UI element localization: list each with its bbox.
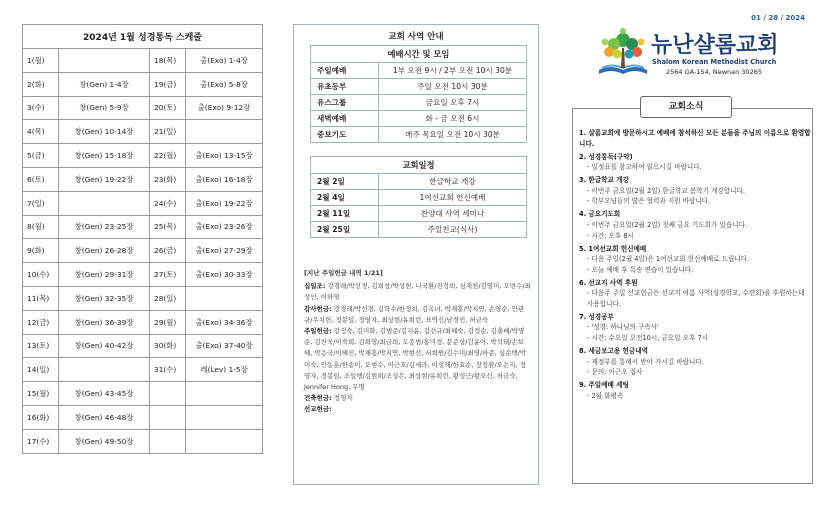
schedule-day: 29(월) [150,310,186,334]
offering-label: 감사헌금: [304,304,332,313]
schedule-reading: 창(Gen) 29-31장 [59,263,150,287]
schedule-row [23,49,263,73]
worship-table-title: 예배시간 및 모임 [311,46,527,63]
church-ministry-panel [293,24,539,485]
schedule-reading [59,49,150,73]
offering-item [304,393,532,404]
schedule-row [23,263,263,287]
schedule-title: 2024년 1월 성경통독 스케줄 [23,25,263,49]
worship-name: 주일예배 [311,63,379,79]
schedule-reading: 창(Gen) 36-39장 [59,310,150,334]
schedule-row [23,334,263,358]
schedule-reading: 출(Exo) 30-33장 [186,263,263,287]
news-item-title: 2. 성경통독(구약) [579,152,633,161]
news-item-detail: - 이번주 금요일(2월 2일) 한글학교 봄학기 개강합니다. [587,186,745,195]
offering-names: 강정숙, 김미화, 김범준/김지윤, 김선규/최혜숙, 김정순, 김충배/박명순, 김찬욱/이숙희, 김희영/최금희, 도종범/홍미경, 문준상/김윤아, 박석태/손보혜, 박응국/이혜진, 박재홍/박지연, 박현선, 서희원/김수미/최영/하준, 심순택/박미숙, 안동훈/한송이, 오범수, 이근호/김세라, 이성재/한효순, 장정환/오은지, 정영자, 정봉임, 조일행/김현희/조성은, 최상현/유희린, 황성근/황오신, 허금숙, Jennifer Hong, 무명 [304,327,527,392]
table-row [311,79,527,95]
offering-item [304,281,532,303]
news-item-title: 9. 주일예배 세팅 [579,381,629,390]
schedule-row [23,96,263,120]
table-row [311,127,527,143]
event-date: 2월 25일 [311,222,379,238]
schedule-day: 16(화) [23,405,59,429]
event-name: 찬양대 사역 세미나 [379,206,527,222]
news-item-detail: - 다음 주일(2월 4일)은 1여선교회 헌신예배로 드립니다. [587,255,750,264]
news-item-title: 4. 금요기도회 [579,210,621,219]
schedule-reading: 출(Exo) 5-8장 [186,72,263,96]
worship-time: 주일 오전 10시 30분 [379,79,527,95]
schedule-day: 15(월) [23,382,59,406]
offering-names: 정영자 [331,394,353,403]
worship-time: 1부 오전 9시 / 2부 오전 10시 30분 [379,63,527,79]
schedule-row [23,286,263,310]
schedule-day: 24(수) [150,191,186,215]
worship-name: 유초등부 [311,79,379,95]
event-name: 주일친교(식사) [379,222,527,238]
schedule-day: 1(월) [23,49,59,73]
news-item [579,128,811,149]
event-date: 2월 4일 [311,190,379,206]
schedule-day: 4(목) [23,120,59,144]
news-item [579,209,811,241]
worship-time: 화 - 금 오전 6시 [379,111,527,127]
news-item [579,244,811,276]
schedule-reading: 출(Exo) 19-22장 [186,191,263,215]
schedule-reading [186,286,263,310]
worship-time: 매주 목요일 오전 10시 30분 [379,127,527,143]
news-item-detail: - 이번주 금요일(2월 2일) 첫째 금요 기도회가 있습니다. [587,220,748,229]
schedule-day: 20(토) [150,96,186,120]
schedule-reading: 출(Exo) 13-15장 [186,144,263,168]
schedule-reading [186,429,263,453]
church-events-table [310,156,527,238]
schedule-day: 26(금) [150,239,186,263]
news-item-detail: - 일정표를 참고하여 읽으시길 바랍니다. [587,163,702,172]
news-item-detail: - 시간: 수요일 오전10시, 금요일 오후 7시 [587,334,709,343]
news-item-detail: - 재정부를 통해서 받아 가시길 바랍니다. [587,357,704,366]
schedule-day: 7(일) [23,191,59,215]
news-item-detail: - 다음주 주일 선교헌금은 선교지 여름 사역(성경학교, 수련회)을 후원하는데 사용합니다. [587,289,805,308]
schedule-reading: 창(Gen) 23-25장 [59,215,150,239]
schedule-day: 22(월) [150,144,186,168]
schedule-reading: 출(Exo) 34-36장 [186,310,263,334]
offering-item [304,326,532,393]
offering-names: 강경래/박선경, 김학수/한정희, 김옥녀, 박재홍/박지연, 손영순, 안관규/우치헌, 정봉임, 정영자, 최상현/유희린, 표역신/남경민, 허금숙 [304,304,525,324]
news-item [579,346,811,378]
schedule-day [150,429,186,453]
schedule-day: 25(목) [150,215,186,239]
schedule-day: 17(수) [23,429,59,453]
schedule-row [23,191,263,215]
church-news-title: 교회소식 [640,96,732,118]
offering-header: [지난 주일헌금 내역 1/21] [304,269,383,277]
schedule-reading: 창(Gen) 5-9장 [59,96,150,120]
church-address: 2564 GA-154, Newnan 30265 [666,68,762,76]
schedule-row [23,120,263,144]
church-name: 뉴난샬롬교회 [651,33,779,58]
schedule-reading [59,358,150,382]
schedule-row [23,72,263,96]
news-item-detail: - 2월 화평속 [587,391,624,400]
schedule-reading: 창(Gen) 49-50장 [59,429,150,453]
news-item-title: 5. 1여선교회 헌신예배 [579,244,647,253]
schedule-reading: 창(Gen) 10-14장 [59,120,150,144]
schedule-reading [186,120,263,144]
schedule-reading: 창(Gen) 1-4장 [59,72,150,96]
schedule-row [23,358,263,382]
schedule-reading [186,382,263,406]
church-news-list [579,128,811,404]
schedule-row [23,429,263,453]
schedule-day: 8(월) [23,215,59,239]
ministry-title: 교회 사역 안내 [388,32,444,42]
schedule-day: 21(일) [150,120,186,144]
schedule-row [23,382,263,406]
news-item [579,152,811,173]
schedule-day [150,382,186,406]
news-item-detail: - 학부모님들의 많은 협력과 지원 바랍니다. [587,197,711,206]
worship-name: 중보기도 [311,127,379,143]
worship-times-table [310,45,527,143]
table-row [311,206,527,222]
offering-label: 주일헌금: [304,327,332,336]
worship-name: 새벽예배 [311,111,379,127]
offering-item [304,304,532,326]
news-item-detail: - 문의: 이근오 집사 [587,368,643,377]
event-date: 2월 2일 [311,174,379,190]
offering-names: 강경래/박선경, 김희창/박성현, 나국환/진정희, 심재천/김영미, 오면수/최성인, 이하영 [304,282,531,302]
schedule-day: 3(수) [23,96,59,120]
schedule-reading: 출(Exo) 9-12장 [186,96,263,120]
table-row [311,95,527,111]
schedule-day: 11(목) [23,286,59,310]
offering-label: 십일조: [304,282,326,291]
schedule-reading: 창(Gen) 19-22장 [59,167,150,191]
schedule-reading: 창(Gen) 43-45장 [59,382,150,406]
schedule-reading: 출(Exo) 27-29장 [186,239,263,263]
bible-reading-schedule [22,24,263,454]
offering-item [304,404,532,415]
table-row [311,222,527,238]
schedule-day: 30(화) [150,334,186,358]
schedule-day: 23(화) [150,167,186,191]
schedule-day: 18(목) [150,49,186,73]
schedule-day [150,405,186,429]
event-date: 2월 11일 [311,206,379,222]
worship-time: 금요일 오후 7시 [379,95,527,111]
schedule-reading [59,191,150,215]
schedule-reading: 출(Exo) 16-18장 [186,167,263,191]
offering-list [304,268,532,416]
schedule-day: 19(금) [150,72,186,96]
news-item-title: 3. 한글학교 개강 [579,176,629,185]
schedule-day: 27(토) [150,263,186,287]
worship-name: 유스그룹 [311,95,379,111]
church-logo-icon [593,26,653,80]
schedule-day: 10(수) [23,263,59,287]
schedule-day: 31(수) [150,358,186,382]
bulletin-date: 01 / 28 / 2024 [751,14,805,22]
schedule-day: 9(화) [23,239,59,263]
events-table-title: 교회일정 [311,157,527,174]
news-item-detail: - 시간: 오후 8시 [587,231,634,240]
news-item [579,380,811,401]
news-item [579,312,811,344]
schedule-day: 28(일) [150,286,186,310]
schedule-reading: 창(Gen) 26-28장 [59,239,150,263]
table-row [311,174,527,190]
schedule-day: 6(토) [23,167,59,191]
schedule-reading: 출(Exo) 23-26장 [186,215,263,239]
offering-label: 선교헌금: [304,405,332,414]
schedule-reading: 창(Gen) 15-18장 [59,144,150,168]
news-item-title: 1. 샬롬교회에 방문하시고 예배에 참석하신 모든 분들을 주님의 이름으로 환영합니다. [579,129,811,148]
news-item-title: 7. 성경공부 [579,312,614,321]
schedule-row [23,405,263,429]
table-row [311,190,527,206]
offering-label: 건축헌금: [304,394,332,403]
news-item-title: 8. 세금보고용 헌금내역 [579,347,649,356]
schedule-day: 14(일) [23,358,59,382]
schedule-row [23,215,263,239]
news-item [579,175,811,207]
schedule-reading: 레(Lev) 1-5장 [186,358,263,382]
news-item [579,278,811,310]
table-row [311,111,527,127]
schedule-day: 13(토) [23,334,59,358]
news-item-detail: - 오늘 예배 후 특송 연습이 있습니다. [587,265,694,274]
schedule-day: 2(화) [23,72,59,96]
news-item-detail: - '성경: 하나님의 구속사' [587,323,659,332]
schedule-day: 12(금) [23,310,59,334]
schedule-row [23,310,263,334]
schedule-reading: 창(Gen) 32-35장 [59,286,150,310]
schedule-day: 5(금) [23,144,59,168]
schedule-reading: 창(Gen) 46-48장 [59,405,150,429]
schedule-row [23,167,263,191]
schedule-reading: 출(Exo) 37-40장 [186,334,263,358]
event-name: 1여선교회 헌신예배 [379,190,527,206]
news-item-title: 6. 선교지 사역 후원 [579,278,638,287]
schedule-row [23,239,263,263]
schedule-reading [186,405,263,429]
schedule-reading: 창(Gen) 40-42장 [59,334,150,358]
table-row [311,63,527,79]
schedule-reading: 출(Exo) 1-4장 [186,49,263,73]
event-name: 한글학교 개강 [379,174,527,190]
schedule-row [23,144,263,168]
church-name-english: Shalom Korean Methodist Church [652,58,777,66]
